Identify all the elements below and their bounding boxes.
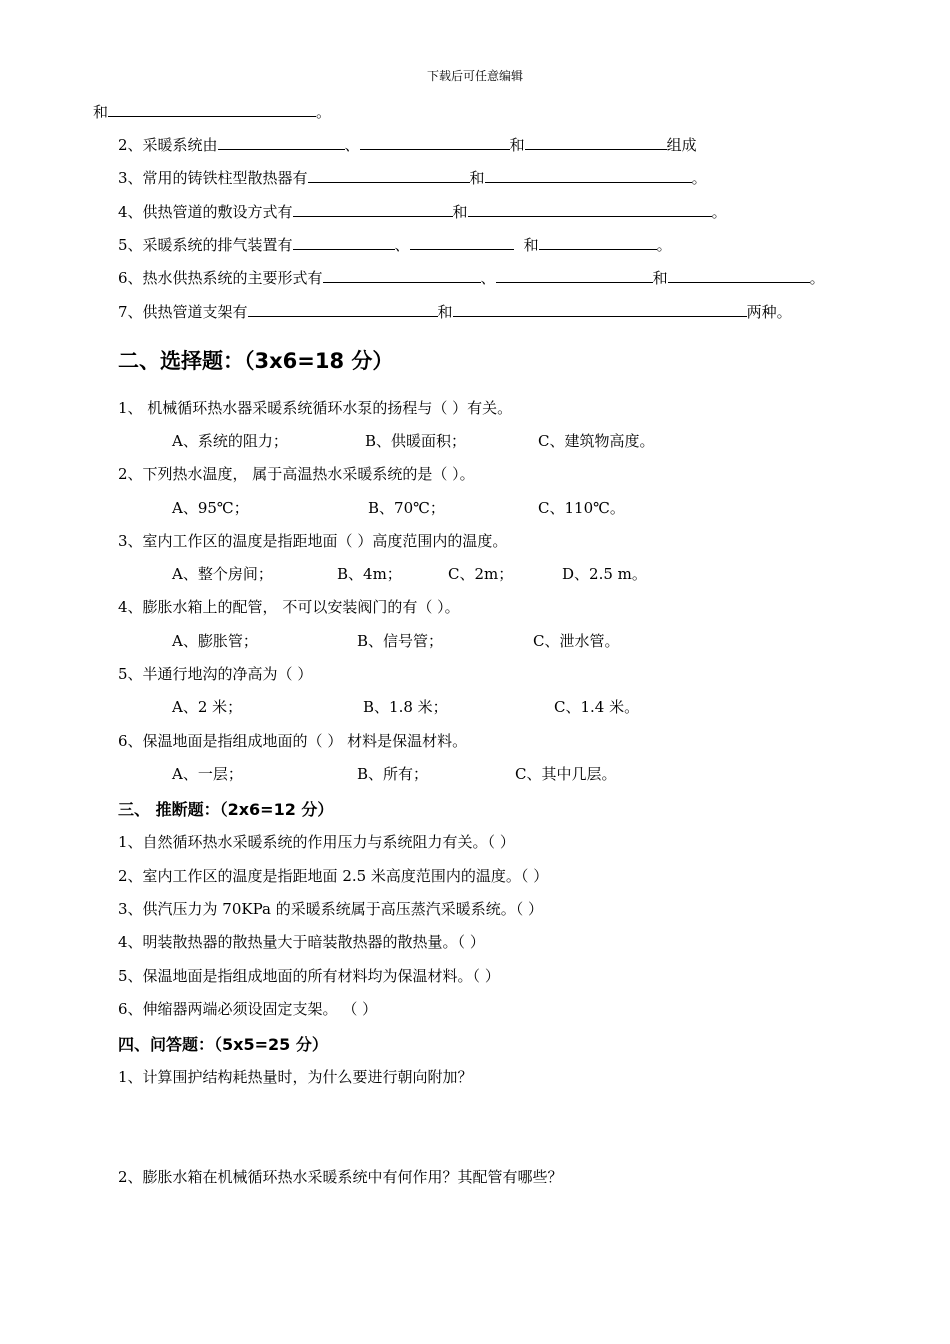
blank[interactable] <box>410 235 514 250</box>
blank[interactable] <box>453 302 747 317</box>
blank[interactable] <box>218 135 345 150</box>
choice-option[interactable]: C、泄水管。 <box>533 632 620 650</box>
section-title-judge: 三、 推断题：（2x6=12 分） <box>118 800 334 819</box>
choice-question-1: 1、 机械循环热水器采暖系统循环水泵的扬程与（ ）有关。 <box>118 399 513 417</box>
blank[interactable] <box>496 268 653 283</box>
blank[interactable] <box>539 235 657 250</box>
choice-option[interactable]: B、4m； <box>337 565 402 583</box>
choice-option[interactable]: B、1.8 米； <box>363 698 448 716</box>
section-title-qa: 四、问答题：（5x5=25 分） <box>118 1035 328 1054</box>
choice-option[interactable]: A、膨胀管； <box>172 632 258 650</box>
qa-question-2: 2、膨胀水箱在机械循环热水采暖系统中有何作用？其配管有哪些？ <box>118 1168 563 1186</box>
page-header: 下载后可任意编辑 <box>426 69 523 83</box>
blank[interactable] <box>668 268 810 283</box>
choice-option[interactable]: A、95℃； <box>172 499 249 517</box>
choice-question-2: 2、下列热水温度， 属于高温热水采暖系统的是（ ）。 <box>118 465 475 483</box>
choice-option[interactable]: B、70℃； <box>368 499 445 517</box>
choice-option[interactable]: C、110℃。 <box>538 499 625 517</box>
choice-option[interactable]: C、建筑物高度。 <box>538 432 655 450</box>
blank[interactable] <box>360 135 510 150</box>
blank[interactable] <box>468 202 712 217</box>
fill-line-2: 2、采暖系统由 、 和 组成 <box>118 136 697 154</box>
blank[interactable] <box>485 168 692 183</box>
choice-option[interactable]: D、2.5 m。 <box>562 565 647 583</box>
choice-option[interactable]: C、其中几层。 <box>515 765 617 783</box>
judge-item: 6、伸缩器两端必须设固定支架。 （ ） <box>118 1000 378 1018</box>
blank[interactable] <box>293 202 453 217</box>
fill-line-7: 7、供热管道支架有 和 两种。 <box>118 303 792 321</box>
judge-item: 5、保温地面是指组成地面的所有材料均为保温材料。（ ） <box>118 967 500 985</box>
choice-option[interactable]: C、2m； <box>448 565 514 583</box>
choice-option[interactable]: C、1.4 米。 <box>554 698 640 716</box>
choice-option[interactable]: B、所有； <box>357 765 429 783</box>
choice-option[interactable]: A、系统的阻力； <box>172 432 288 450</box>
choice-option[interactable]: A、一层； <box>172 765 243 783</box>
blank[interactable] <box>308 168 470 183</box>
choice-option[interactable]: A、整个房间； <box>172 565 273 583</box>
choice-question-6: 6、保温地面是指组成地面的（ ） 材料是保温材料。 <box>118 732 468 750</box>
fill-line-4: 4、供热管道的敷设方式有 和 。 <box>118 203 727 221</box>
section-title-choice: 二、选择题：（3x6=18 分） <box>118 349 394 373</box>
choice-question-3: 3、室内工作区的温度是指距地面（ ）高度范围内的温度。 <box>118 532 508 550</box>
blank[interactable] <box>525 135 667 150</box>
fill-line-6: 6、热水供热系统的主要形式有 、 和 。 <box>118 269 825 287</box>
fill-line-5: 5、采暖系统的排气装置有 、 和 。 <box>118 236 672 254</box>
choice-option[interactable]: B、供暖面积； <box>365 432 467 450</box>
choice-question-4: 4、膨胀水箱上的配管， 不可以安装阀门的有（ ）。 <box>118 598 460 616</box>
judge-item: 1、自然循环热水采暖系统的作用压力与系统阻力有关。（ ） <box>118 833 515 851</box>
blank[interactable] <box>293 235 395 250</box>
choice-option[interactable]: B、信号管； <box>357 632 444 650</box>
blank[interactable] <box>108 102 316 117</box>
judge-item: 4、明装散热器的散热量大于暗装散热器的散热量。（ ） <box>118 933 485 951</box>
judge-item: 3、供汽压力为 70KPa 的采暖系统属于高压蒸汽采暖系统。（ ） <box>118 900 544 918</box>
choice-option[interactable]: A、2 米； <box>172 698 243 716</box>
blank[interactable] <box>323 268 481 283</box>
choice-question-5: 5、半通行地沟的净高为（ ） <box>118 665 313 683</box>
judge-item: 2、室内工作区的温度是指距地面 2.5 米高度范围内的温度。（ ） <box>118 867 549 885</box>
fill-line-3: 3、常用的铸铁柱型散热器有 和 。 <box>118 169 707 187</box>
qa-question-1: 1、计算围护结构耗热量时，为什么要进行朝向附加？ <box>118 1068 473 1086</box>
blank[interactable] <box>248 302 438 317</box>
fill-line-0: 和 。 <box>93 103 332 121</box>
